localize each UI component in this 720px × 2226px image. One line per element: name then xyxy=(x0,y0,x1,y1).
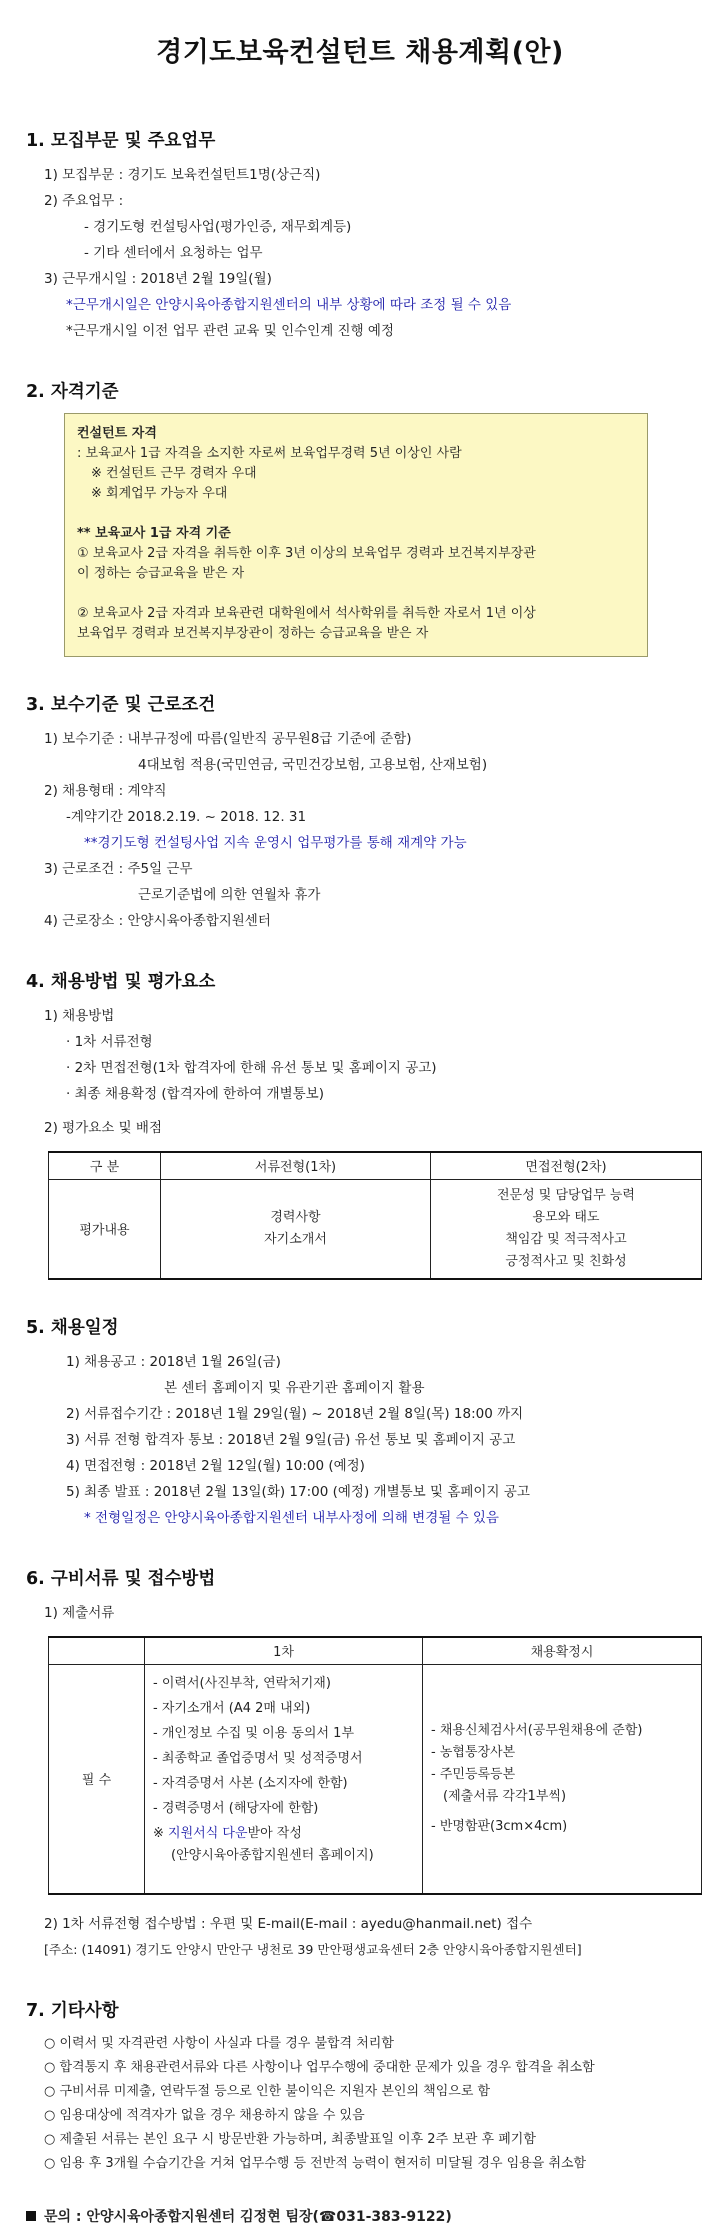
doc-item: - 농협통장사본 xyxy=(431,1744,516,1760)
schedule-item: 4) 면접전형 : 2018년 2월 12일(월) 10:00 (예정) xyxy=(66,1458,365,1474)
first-round-docs-cell xyxy=(145,1664,423,1894)
schedule-item: 1) 채용공고 : 2018년 1월 26일(금) xyxy=(66,1354,281,1370)
method-item: · 최종 채용확정 (합격자에 한하여 개별통보) xyxy=(66,1086,324,1102)
method-item: · 1차 서류전형 xyxy=(66,1034,153,1050)
criteria-item: 긍정적사고 및 친화성 xyxy=(505,1253,627,1269)
section-conditions xyxy=(26,691,694,934)
schedule-note: 본 센터 홈페이지 및 유관기관 홈페이지 활용 xyxy=(164,1380,425,1396)
criteria-item: 전문성 및 담당업무 능력 xyxy=(497,1187,635,1203)
section-heading: 5. 채용일정 xyxy=(26,1318,119,1338)
method-label: 1) 채용방법 xyxy=(44,1008,115,1024)
section-documents xyxy=(26,1565,694,1963)
table-header: 서류전형(1차) xyxy=(161,1152,431,1179)
criteria-item: 자기소개서 xyxy=(264,1231,327,1247)
schedule-item: 5) 최종 발표 : 2018년 2월 13일(화) 17:00 (예정) 개별통보 및 홈페이지 공고 xyxy=(66,1484,530,1500)
recruit-field: 1) 모집부문 : 경기도 보육컨설턴트1명(상근직) xyxy=(44,167,321,183)
renewal-note: **경기도형 컨설팅사업 지속 운영시 업무평가를 통해 재계약 가능 xyxy=(84,835,467,851)
table-header: 1차 xyxy=(145,1637,423,1664)
section-heading: 6. 구비서류 및 접수방법 xyxy=(26,1569,216,1589)
doc-item: - 자격증명서 사본 (소지자에 한함) xyxy=(153,1775,348,1791)
section-heading: 1. 모집부문 및 주요업무 xyxy=(26,131,216,151)
leave-note: 근로기준법에 의한 연월차 휴가 xyxy=(138,887,321,903)
section-heading: 7. 기타사항 xyxy=(26,2001,119,2021)
qualification-box xyxy=(64,413,648,657)
employment-type: 2) 채용형태 : 계약직 xyxy=(44,783,167,799)
doc-item: - 개인정보 수집 및 이용 동의서 1부 xyxy=(153,1725,355,1741)
insurance: 4대보험 적용(국민연금, 국민건강보험, 고용보험, 산재보험) xyxy=(138,757,488,773)
row-label: 평가내용 xyxy=(49,1179,161,1279)
box-line: 이 정하는 승급교육을 받은 자 xyxy=(77,566,245,581)
schedule-note: * 전형일정은 안양시육아종합지원센터 내부사정에 의해 변경될 수 있음 xyxy=(84,1510,499,1526)
box-title: ** 보육교사 1급 자격 기준 xyxy=(77,526,231,541)
start-date-note: *근무개시일 이전 업무 관련 교육 및 인수인계 진행 예정 xyxy=(66,323,394,339)
doc-item: - 자기소개서 (A4 2매 내외) xyxy=(153,1700,311,1716)
section-qualifications xyxy=(26,378,694,657)
section-method xyxy=(26,968,694,1280)
misc-item: ○ 임용 후 3개월 수습기간을 거쳐 업무수행 등 전반적 능력이 현저히 미달될 경우 임용을 취소함 xyxy=(44,2156,587,2171)
doc-item: - 최종학교 졸업증명서 및 성적증명서 xyxy=(153,1750,363,1766)
misc-item: ○ 임용대상에 적격자가 없을 경우 채용하지 않을 수 있음 xyxy=(44,2108,365,2123)
square-bullet-icon xyxy=(26,2211,36,2221)
section-heading: 4. 채용방법 및 평가요소 xyxy=(26,972,216,992)
submission-address: [주소: (14091) 경기도 안양시 만안구 냉천로 39 만안평생교육센터 2층 안양시육아종합지원센터] xyxy=(44,1942,582,1957)
form-download-source: (안양시육아종합지원센터 홈페이지) xyxy=(171,1847,374,1863)
misc-item: ○ 합격통지 후 채용관련서류와 다른 사항이나 업무수행에 중대한 문제가 있을 경우 합격을 취소함 xyxy=(44,2060,595,2075)
misc-item: ○ 이력서 및 자격관련 사항이 사실과 다를 경우 불합격 처리함 xyxy=(44,2036,394,2051)
start-date-note: *근무개시일은 안양시육아종합지원센터의 내부 상황에 따라 조정 될 수 있음 xyxy=(66,297,512,313)
contract-period: -계약기간 2018.2.19. ~ 2018. 12. 31 xyxy=(66,809,307,825)
form-download-link[interactable]: 지원서식 다운 xyxy=(168,1825,248,1841)
interview-criteria-cell xyxy=(431,1179,702,1279)
table-header: 구 분 xyxy=(49,1152,161,1179)
section-schedule xyxy=(26,1314,694,1531)
box-line: ① 보육교사 2급 자격을 취득한 이후 3년 이상의 보육업무 경력과 보건복지부장관 xyxy=(77,546,536,561)
doc-item: - 주민등록등본 xyxy=(431,1766,516,1782)
documents-label: 1) 제출서류 xyxy=(44,1605,115,1621)
form-download-note: ※ 지원서식 다운받아 작성 xyxy=(153,1825,302,1841)
duty-item: - 기타 센터에서 요청하는 업무 xyxy=(84,245,263,261)
final-docs-cell xyxy=(423,1664,702,1894)
evaluation-label: 2) 평가요소 및 배점 xyxy=(44,1120,163,1136)
doc-item: (제출서류 각각1부씩) xyxy=(443,1788,567,1804)
start-date: 3) 근무개시일 : 2018년 2월 19일(월) xyxy=(44,271,272,287)
box-line: ※ 컨설턴트 근무 경력자 우대 xyxy=(91,466,257,481)
contact-text: 문의 : 안양시육아종합지원센터 김정현 팀장(☎031-383-9122) xyxy=(44,2209,452,2225)
page-title: 경기도보육컨설턴트 채용계획(안) xyxy=(156,37,564,68)
section-heading: 2. 자격기준 xyxy=(26,382,119,402)
work-conditions: 3) 근로조건 : 주5일 근무 xyxy=(44,861,193,877)
evaluation-table xyxy=(48,1151,702,1280)
table-header: 면접전형(2차) xyxy=(431,1152,702,1179)
main-duties-label: 2) 주요업무 : xyxy=(44,193,124,209)
box-line: ② 보육교사 2급 자격과 보육관련 대학원에서 석사학위를 취득한 자로서 1년 이상 xyxy=(77,606,536,621)
section-misc xyxy=(26,1997,694,2176)
doc-list xyxy=(145,1665,422,1867)
workplace: 4) 근로장소 : 안양시육아종합지원센터 xyxy=(44,913,271,929)
section-recruitment xyxy=(26,127,694,344)
duty-item: - 경기도형 컨설팅사업(평가인증, 재무회계등) xyxy=(84,219,352,235)
misc-item: ○ 구비서류 미제출, 연락두절 등으로 인한 불이익은 지원자 본인의 책임으로 함 xyxy=(44,2084,491,2099)
doc-item: - 이력서(사진부착, 연락처기재) xyxy=(153,1675,331,1691)
row-label: 필 수 xyxy=(49,1664,145,1894)
table-header: 채용확정시 xyxy=(423,1637,702,1664)
box-line: 보육업무 경력과 보건복지부장관이 정하는 승급교육을 받은 자 xyxy=(77,626,429,641)
submission-method: 2) 1차 서류전형 접수방법 : 우편 및 E-mail(E-mail : ayedu@hanmail.net) 접수 xyxy=(44,1916,533,1932)
box-line: : 보육교사 1급 자격을 소지한 자로써 보육업무경력 5년 이상인 사람 xyxy=(77,446,462,461)
criteria-item: 경력사항 xyxy=(270,1209,321,1225)
method-item: · 2차 면접전형(1차 합격자에 한해 유선 통보 및 홈페이지 공고) xyxy=(66,1060,437,1076)
pay-standard: 1) 보수기준 : 내부규정에 따름(일반직 공무원8급 기준에 준함) xyxy=(44,731,412,747)
schedule-item: 3) 서류 전형 합격자 통보 : 2018년 2월 9일(금) 유선 통보 및 홈페이지 공고 xyxy=(66,1432,516,1448)
doc-item: - 채용신체검사서(공무원채용에 준함) xyxy=(431,1722,643,1738)
doc-criteria-cell xyxy=(161,1179,431,1279)
doc-item: - 반명함판(3cm×4cm) xyxy=(431,1818,568,1834)
box-title: 컨설턴트 자격 xyxy=(77,426,157,441)
box-line: ※ 회계업무 가능자 우대 xyxy=(91,486,228,501)
criteria-item: 책임감 및 적극적사고 xyxy=(505,1231,627,1247)
contact-footer xyxy=(26,2206,694,2226)
criteria-item: 용모와 태도 xyxy=(532,1209,600,1225)
section-heading: 3. 보수기준 및 근로조건 xyxy=(26,695,216,715)
doc-item: - 경력증명서 (해당자에 한함) xyxy=(153,1800,319,1816)
schedule-item: 2) 서류접수기간 : 2018년 1월 29일(월) ~ 2018년 2월 8일(목) 18:00 까지 xyxy=(66,1406,524,1422)
documents-table xyxy=(48,1636,702,1895)
misc-item: ○ 제출된 서류는 본인 요구 시 방문반환 가능하며, 최종발표일 이후 2주 보관 후 폐기함 xyxy=(44,2132,536,2147)
